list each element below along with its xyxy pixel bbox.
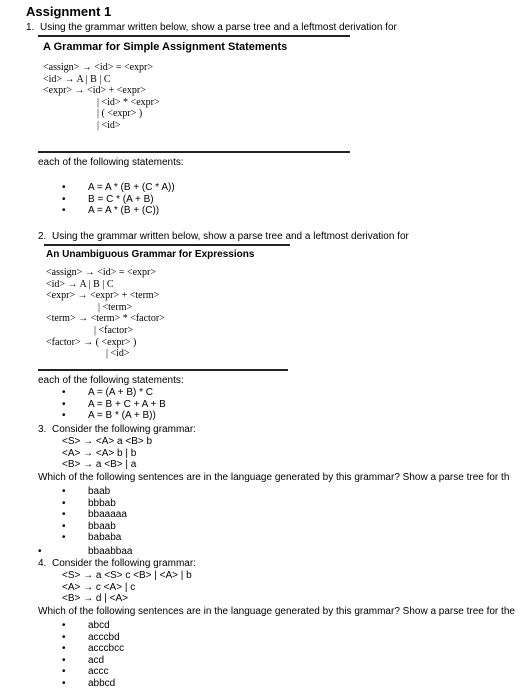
grammar-2-rule: <term> → <term> * <factor>: [46, 313, 165, 325]
grammar-2-rule: <id> → A | B | C: [46, 278, 114, 290]
grammar-1-rule: | <id>: [97, 119, 121, 131]
list-item: • abbcd: [62, 678, 124, 690]
grammar-2-rule: | <factor>: [94, 324, 134, 336]
list-item: • A = A * (B + (C)): [62, 205, 175, 217]
list-item: • accc: [62, 666, 124, 678]
grammar-1-rule: <id> → A | B | C: [43, 73, 111, 85]
grammar-2-rule: | <id>: [106, 348, 130, 360]
question-2-number: 2.: [38, 231, 47, 242]
grammar-2-title: An Unambiguous Grammar for Expressions: [46, 249, 255, 260]
grammar-1-rule: <expr> → <id> + <expr>: [43, 85, 146, 97]
grammar-2-rules: [46, 267, 165, 360]
page-title: Assignment 1: [26, 4, 112, 19]
question-3-prompt: [38, 424, 196, 435]
grammar-4-rule: <A> → c <A> | c: [62, 581, 136, 593]
list-item: • bababa: [62, 532, 127, 544]
list-item: • bbaab: [62, 521, 127, 533]
grammar-3-rules: [62, 436, 152, 471]
grammar-2-bottom-rule: [38, 369, 288, 371]
grammar-2-top-rule: [44, 244, 290, 246]
list-item: • A = B * (A + B)): [62, 410, 166, 422]
list-item: • baab: [62, 486, 127, 498]
question-4-text: Consider the following grammar:: [52, 558, 196, 569]
question-3-text: Consider the following grammar:: [52, 424, 196, 435]
grammar-1-title: A Grammar for Simple Assignment Statements: [43, 41, 288, 53]
list-item: • B = C * (A + B): [62, 194, 175, 206]
question-2-prompt: [38, 231, 409, 242]
list-item: • abcd: [62, 620, 124, 632]
list-item: • A = A * (B + (C * A)): [62, 182, 175, 194]
grammar-2-rule: <factor> → ( <expr> ): [46, 336, 137, 348]
question-3-number: 3.: [38, 424, 47, 435]
question-4-question: Which of the following sentences are in the language generated by this grammar? Show a parse tree for the: [38, 606, 515, 617]
grammar-1-top-rule: [38, 35, 350, 37]
list-item: • A = B + C + A + B: [62, 399, 166, 411]
grammar-2-rule: <expr> → <expr> + <term>: [46, 290, 160, 302]
question-3-list-extra: [38, 546, 133, 558]
question-4-number: 4.: [38, 558, 47, 569]
list-item: • bbaabbaa: [38, 546, 133, 558]
grammar-1-rule: | <id> * <expr>: [97, 96, 160, 108]
question-2-text: Using the grammar written below, show a parse tree and a leftmost derivation for: [52, 231, 409, 242]
question-1-list: [62, 182, 175, 217]
question-1-prompt: [26, 22, 397, 33]
question-1-after: each of the following statements:: [38, 157, 184, 168]
grammar-4-rule: <S> → a <S> c <B> | <A> | b: [62, 570, 192, 581]
list-item: • bbaaaaa: [62, 509, 127, 521]
grammar-3-rule: <A> → <A> b | b: [62, 447, 137, 459]
grammar-1-rules: [43, 62, 160, 132]
grammar-1-bottom-rule: [38, 151, 350, 153]
grammar-2-rule: <assign> → <id> = <expr>: [46, 267, 157, 278]
grammar-4-rules: [62, 570, 192, 605]
question-3-question: Which of the following sentences are in the language generated by this grammar? Show a parse tree for th: [38, 472, 510, 483]
question-3-list: [62, 486, 127, 544]
list-item: • acccbcc: [62, 643, 124, 655]
grammar-1-rule: <assign> → <id> = <expr>: [43, 62, 154, 73]
question-2-after: each of the following statements:: [38, 375, 184, 386]
grammar-2-rule: | <term>: [98, 301, 133, 313]
question-4-prompt: [38, 558, 196, 569]
list-item: • acd: [62, 655, 124, 667]
question-2-list: [62, 387, 166, 422]
list-item: • acccbd: [62, 632, 124, 644]
question-1-text: Using the grammar written below, show a parse tree and a leftmost derivation for: [40, 22, 397, 33]
question-1-number: 1.: [26, 22, 35, 33]
grammar-4-rule: <B> → d | <A>: [62, 593, 128, 605]
grammar-1-rule: | ( <expr> ): [97, 108, 143, 120]
list-item: • A = (A + B) * C: [62, 387, 166, 399]
grammar-3-rule: <B> → a <B> | a: [62, 459, 137, 471]
list-item: • bbbab: [62, 498, 127, 510]
question-4-list: [62, 620, 124, 689]
grammar-3-rule: <S> → <A> a <B> b: [62, 436, 153, 447]
